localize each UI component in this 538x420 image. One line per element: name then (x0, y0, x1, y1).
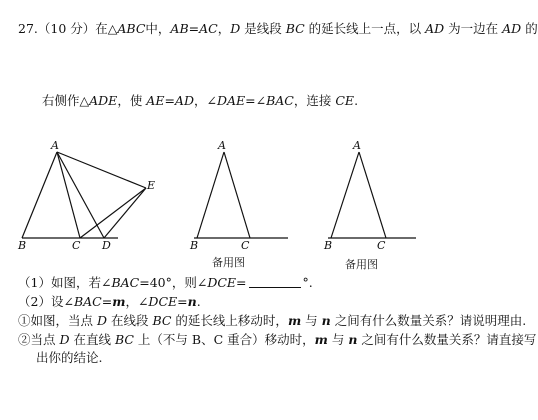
text: ，∠ (125, 294, 149, 309)
math-ae-eq-ad: AE=AD (146, 93, 194, 108)
label-e: E (147, 179, 156, 192)
text: （2）设∠ (18, 294, 74, 309)
question-1 (18, 275, 313, 291)
text: 出你的结论. (36, 350, 103, 365)
label-b: B (18, 239, 27, 252)
segment-ac (359, 152, 386, 238)
math-m: m (287, 313, 302, 328)
sub-question-1 (18, 313, 526, 329)
math-bac: BAC (73, 294, 102, 309)
text: =40°，则∠ (139, 275, 208, 290)
math-bac: BAC (111, 275, 140, 290)
math-d: D (230, 21, 241, 36)
math-n: n (348, 332, 358, 347)
math-angle-eq: DAE=∠BAC (216, 93, 294, 108)
math-ab-eq-ac: AB=AC (170, 21, 218, 36)
math-d: D (96, 313, 108, 328)
math-dce: DCE (148, 294, 178, 309)
figure-backup-1 (194, 152, 288, 238)
segment-ab (197, 152, 224, 238)
math-bc: BC (285, 21, 305, 36)
text: ， (217, 21, 231, 36)
math-dce: DCE (207, 275, 237, 290)
text: ②当点 (18, 332, 60, 347)
label-d: D (102, 239, 111, 252)
label-c: C (241, 239, 250, 252)
segment-ae (57, 152, 146, 188)
math-bc: BC (152, 313, 172, 328)
text: 与 (301, 313, 322, 328)
text: 为一边在 (444, 21, 503, 36)
text: ，连接 (293, 93, 336, 108)
text: 是线段 (240, 21, 286, 36)
text: = (177, 294, 188, 309)
text: 在线段 (107, 313, 153, 328)
segment-ab (22, 152, 57, 238)
label-a: A (353, 139, 361, 152)
figure-backup-2 (328, 152, 416, 238)
math-m: m (314, 332, 328, 347)
text: . (196, 294, 201, 309)
segment-ac (224, 152, 250, 238)
segment-ac (57, 152, 80, 238)
text: 上（不与 B、C 重合）移动时， (133, 332, 315, 347)
problem-statement-line-2 (42, 93, 358, 109)
question-2 (18, 294, 201, 310)
text: . (354, 93, 359, 108)
math-n: n (321, 313, 331, 328)
label-c: C (377, 239, 386, 252)
text: 的 (521, 21, 538, 36)
text: ，∠ (193, 93, 217, 108)
label-a: A (51, 139, 59, 152)
text: 的延长线上一点，以 (304, 21, 426, 36)
math-d: D (59, 332, 70, 347)
math-ce: CE (335, 93, 355, 108)
problem-number: 27.（10 分） (18, 21, 96, 36)
text: 之间有什么数量关系？请说明理由. (330, 313, 527, 328)
label-c: C (72, 239, 81, 252)
text: = (101, 294, 113, 309)
math-bc: BC (114, 332, 134, 347)
backup-figure-caption: 备用图 (212, 256, 245, 269)
backup-figure-caption: 备用图 (345, 258, 378, 271)
label-b: B (190, 239, 199, 252)
sub-question-2-continued (36, 350, 102, 366)
text: 在 (95, 21, 108, 36)
label-a: A (218, 139, 226, 152)
text: 与 (327, 332, 349, 347)
text: 中， (145, 21, 171, 36)
segment-de (104, 188, 146, 238)
label-b: B (324, 239, 333, 252)
text: ①如图，当点 (18, 313, 97, 328)
math-ad: AD (502, 21, 522, 36)
text: ，使 (117, 93, 147, 108)
math-triangle-abc: △ABC (107, 21, 146, 36)
text: 之间有什么数量关系？请直接写 (357, 332, 537, 347)
figure-main (22, 152, 146, 238)
answer-blank[interactable] (249, 275, 301, 288)
text: 在直线 (69, 332, 115, 347)
math-n: n (187, 294, 197, 309)
math-triangle-ade: △ADE (79, 93, 118, 108)
segment-ab (331, 152, 359, 238)
text: 右侧作 (42, 93, 80, 108)
text: 的延长线上移动时， (171, 313, 288, 328)
problem-statement-line-1 (18, 21, 538, 37)
text: = (236, 275, 247, 290)
text: （1）如图，若∠ (18, 275, 112, 290)
sub-question-2 (18, 332, 536, 348)
text: °. (302, 275, 313, 290)
math-ad: AD (425, 21, 445, 36)
math-m: m (112, 294, 126, 309)
geometry-figures (0, 134, 520, 284)
